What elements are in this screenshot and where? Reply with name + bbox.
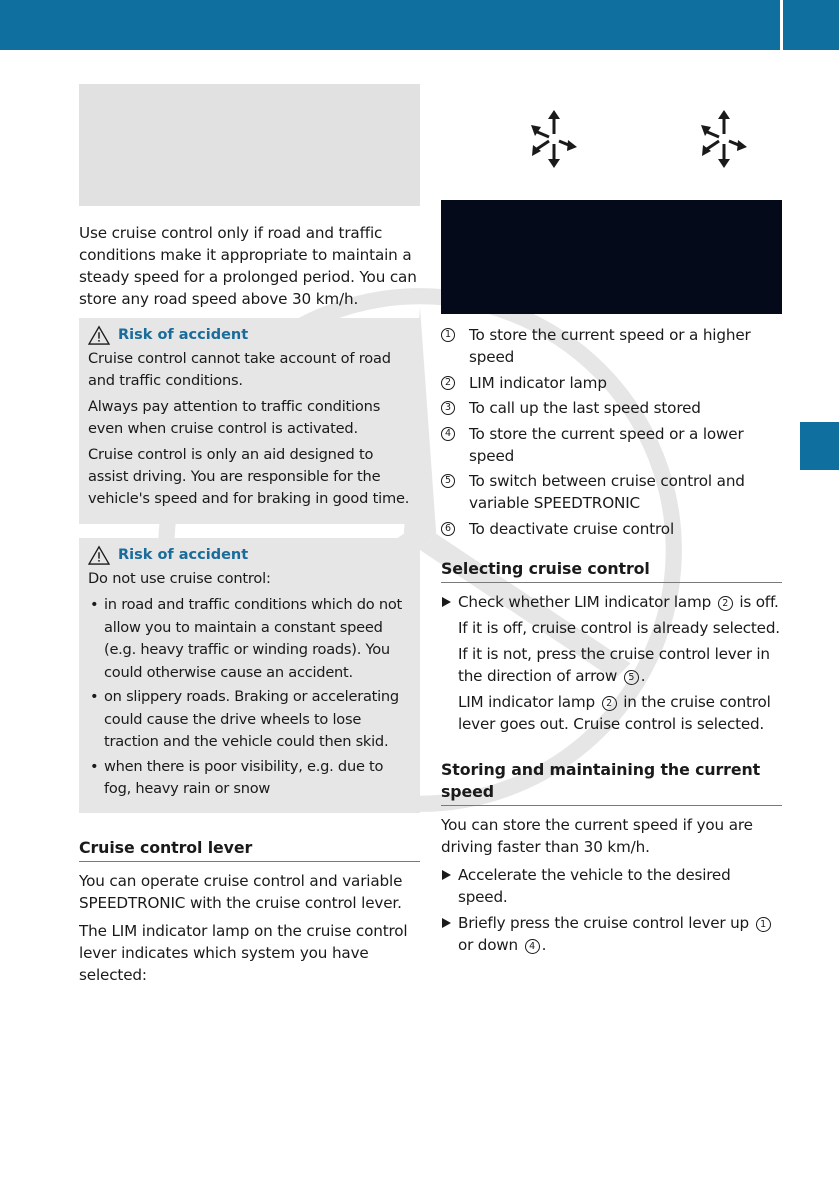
list-item: • on slippery roads. Braking or accelerating could cause the drive wheels to lose traction and the vehicle could then skid. [88,686,412,754]
step-text: If it is not, press the cruise control lever in the direction of arrow [458,644,770,685]
warning-text: Cruise control cannot take account of road and traffic conditions. [88,350,391,389]
legend-number: 5 [441,474,455,488]
body-paragraph: You can store the current speed if you are driving faster than 30 km/h. [441,815,753,856]
section-heading-storing-speed: Storing and maintaining the current speed [441,759,782,806]
legend-text: To deactivate cruise control [469,519,675,538]
image-placeholder [79,84,420,206]
warning-title: Risk of accident [118,547,249,563]
inline-number: 2 [718,596,733,611]
step-text: in the cruise control lever goes out. Cruise control is selected. [458,692,771,733]
warning-triangle-icon [88,545,110,565]
section-heading-selecting-cruise-control: Selecting cruise control [441,558,782,583]
legend-text: To store the current speed or a lower speed [469,424,744,465]
inline-number: 1 [756,917,771,932]
inline-number: 2 [602,696,617,711]
inline-number: 5 [624,670,639,685]
list-item: • in road and traffic conditions which do not allow you to maintain a constant speed (e.g. heavy traffic or winding roads). You could otherwise cause an accident. [88,594,412,684]
page-header-bar [0,0,839,50]
intro-paragraph: Use cruise control only if road and traffic conditions make it appropriate to maintain a steady speed for a prolonged period. You can store any road speed above 30 km/h. [79,224,417,308]
list-item: • when there is poor visibility, e.g. due to fog, heavy rain or snow [88,756,412,801]
list-item [441,397,782,419]
right-column [441,84,782,960]
step-text: or down [458,935,518,954]
legend-text: To call up the last speed stored [469,399,701,417]
section-heading-cruise-control-lever: Cruise control lever [79,837,420,862]
instruction-step: Accelerate the vehicle to the desired speed. [441,864,782,908]
body-paragraph: You can operate cruise control and variable SPEEDTRONIC with the cruise control lever. [79,871,403,912]
body-paragraph: The LIM indicator lamp on the cruise control lever indicates which system you have selected: [79,921,408,984]
spacer [441,739,782,759]
warning-text: Always pay attention to traffic conditions even when cruise control is activated. [88,398,381,437]
legend-number: 3 [441,401,455,415]
list-item [441,518,782,540]
legend-text: To switch between cruise control and variable SPEEDTRONIC [469,472,745,512]
direction-arrows-icon [699,109,749,169]
warning-triangle-icon [88,325,110,345]
list-item [441,324,782,368]
legend-text: To store the current speed or a higher speed [469,326,751,366]
inline-number: 4 [525,939,540,954]
list-item [441,372,782,394]
step-text: is off. [739,592,779,611]
list-item [441,470,782,514]
warning-header [88,324,412,346]
instruction-step [441,591,782,613]
legend-text: LIM indicator lamp [469,373,607,392]
warning-box [79,538,420,813]
warning-box [79,318,420,524]
direction-arrows-icon [529,109,579,169]
figure-dark-panel [441,200,782,314]
figure-legend [441,324,782,540]
warning-header [88,544,412,566]
legend-number: 2 [441,376,455,390]
header-divider [780,0,783,50]
cruise-control-lever-figure [441,84,782,314]
step-text: . [541,935,547,954]
step-note [441,643,782,687]
instruction-step [441,912,782,956]
step-note: If it is off, cruise control is already selected. [458,618,780,637]
warning-text: Cruise control is only an aid designed to assist driving. You are responsible for the vehicle's speed and for braking in good time. [88,446,410,507]
list-item [441,423,782,467]
warning-text: Do not use cruise control: [88,570,271,587]
left-column [79,84,420,992]
step-text: . [640,666,646,685]
chapter-tab [800,422,839,470]
legend-number: 6 [441,522,455,536]
legend-number: 4 [441,427,455,441]
warning-bullet-list [88,594,412,801]
step-text: Briefly press the cruise control lever up [458,913,749,932]
warning-title: Risk of accident [118,327,249,343]
step-text: LIM indicator lamp [458,692,595,711]
step-text: Check whether LIM indicator lamp [458,592,712,611]
legend-number: 1 [441,328,455,342]
step-note [441,691,782,735]
